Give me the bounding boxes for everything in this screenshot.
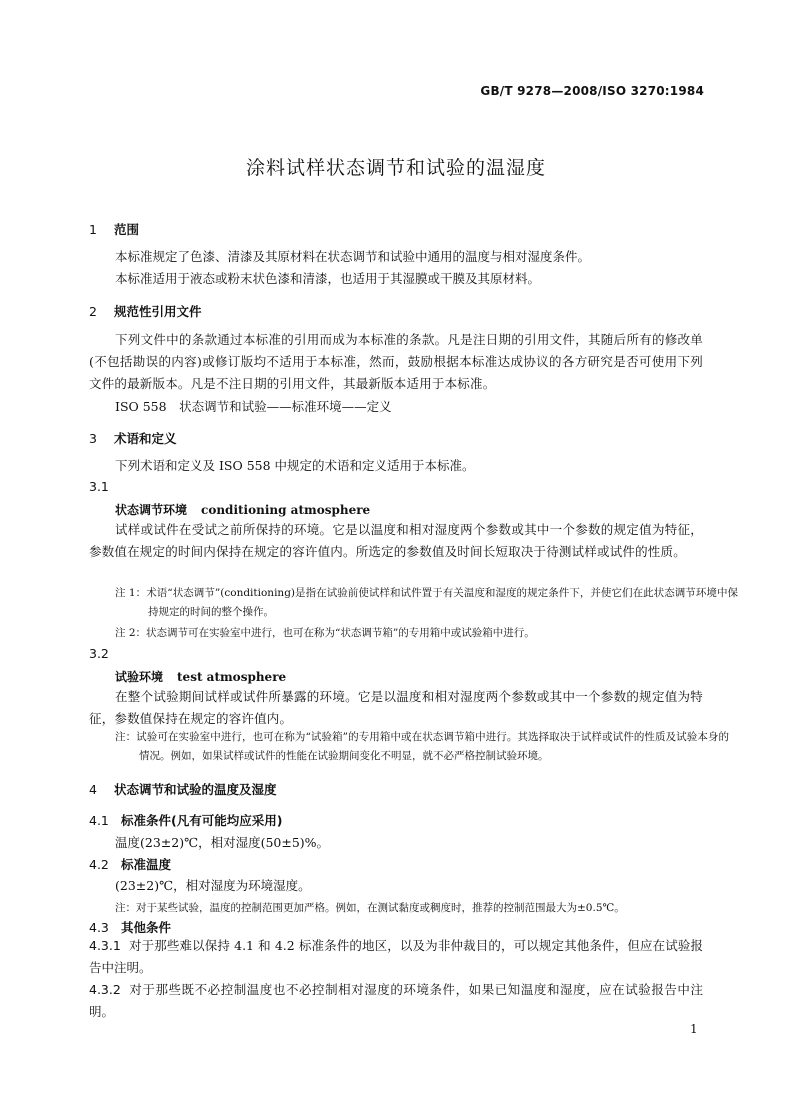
section-number: 3 xyxy=(89,431,97,446)
document-title: 涂料试样状态调节和试验的温湿度 xyxy=(245,157,546,179)
clause-text: 对于那些难以保持 4.1 和 4.2 标准条件的地区，以及为非仲裁目的，可以规定其他条件，但应在试验报告中注明。 xyxy=(89,938,703,975)
section-4-heading xyxy=(89,780,277,798)
normative-references-paragraph: 下列文件中的条款通过本标准的引用而成为本标准的条款。凡是注日期的引用文件，其随后所有的修改单(不包括勘误的内容)或修订版均不适用于本标准，然而，鼓励根据本标准达成协议的各方研究是否可使用下列文件的最新版本。凡是不注日期的引用文件，其最新版本适用于本标准。 xyxy=(89,332,703,391)
scope-paragraph-1: 本标准规定了色漆、清漆及其原材料在状态调节和试验中通用的温度与相对湿度条件。 xyxy=(115,249,591,264)
clause-number: 4.3.2 xyxy=(89,982,121,997)
subsection-number: 4.3 xyxy=(89,920,109,935)
clause-number: 4.3.1 xyxy=(89,938,121,953)
term-3-2-heading xyxy=(115,668,286,685)
term-3-1-number: 3.1 xyxy=(89,479,109,494)
section-title: 状态调节和试验的温度及湿度 xyxy=(114,782,277,797)
term-3-1-heading xyxy=(115,501,370,518)
subsection-title: 标准温度 xyxy=(121,857,172,872)
subsection-title: 其他条件 xyxy=(121,920,172,935)
term-3-2-definition: 在整个试验期间试样或试件所暴露的环境。它是以温度和相对湿度两个参数或其中一个参数的规定值为特征，参数值保持在规定的容许值内。 xyxy=(89,689,703,726)
section-number: 1 xyxy=(89,222,97,237)
term-chinese: 试验环境 xyxy=(115,670,164,684)
clause-4-3-2 xyxy=(89,979,703,1023)
standard-conditions-text: 温度(23±2)℃，相对湿度(50±5)%。 xyxy=(115,835,330,850)
subsection-number: 4.2 xyxy=(89,857,109,872)
term-3-1-definition: 试样或试件在受试之前所保持的环境。它是以温度和相对湿度两个参数或其中一个参数的规定值为特征，参数值在规定的时间内保持在规定的容许值内。所选定的参数值及时间长短取决于待测试样或试件的性质。 xyxy=(89,522,703,559)
section-1-heading xyxy=(89,220,139,238)
terms-intro: 下列术语和定义及 ISO 558 中规定的术语和定义适用于本标准。 xyxy=(115,458,475,473)
subsection-number: 4.1 xyxy=(89,813,109,828)
subsection-4-3-heading xyxy=(89,918,171,936)
subsection-4-1-heading xyxy=(89,811,282,829)
subsection-title: 标准条件(凡有可能均应采用) xyxy=(121,813,283,828)
standard-temperature-text: (23±2)℃，相对湿度为环境湿度。 xyxy=(115,878,311,893)
section-3-heading xyxy=(89,429,177,447)
standard-number: GB/T 9278—2008/ISO 3270:1984 xyxy=(480,84,704,98)
term-3-2-note: 注：试验可在实验室中进行，也可在称为“试验箱”的专用箱中或在状态调节箱中进行。其选择取决于试样或试件的性质及试验本身的情况。例如，如果试样或试件的性能在试验期间变化不明显，就不必严格控制试验环境。 xyxy=(115,731,729,762)
clause-text: 对于那些既不必控制温度也不必控制相对湿度的环境条件，如果已知温度和湿度，应在试验报告中注明。 xyxy=(89,982,703,1019)
section-number: 4 xyxy=(89,782,97,797)
section-title: 规范性引用文件 xyxy=(114,304,202,319)
subsection-4-2-heading xyxy=(89,855,171,873)
term-chinese: 状态调节环境 xyxy=(115,503,188,517)
section-title: 范围 xyxy=(114,222,140,237)
term-3-1-note-2: 注 2：状态调节可在实验室中进行，也可在称为“状态调节箱”的专用箱中或试验箱中进行。 xyxy=(115,627,535,639)
standard-temperature-note: 注：对于某些试验，温度的控制范围更加严格。例如，在测试黏度或稠度时，推荐的控制范围最大为±0.5℃。 xyxy=(115,902,625,914)
term-english: test atmosphere xyxy=(177,670,287,684)
term-3-2-number: 3.2 xyxy=(89,646,109,661)
reference-iso-558: ISO 558 状态调节和试验——标准环境——定义 xyxy=(115,399,392,414)
section-number: 2 xyxy=(89,304,97,319)
page-number: 1 xyxy=(690,1022,698,1036)
clause-4-3-1 xyxy=(89,935,703,979)
term-3-1-note-1: 注 1：术语“状态调节”(conditioning)是指在试验前使试样和试件置于有关温度和湿度的规定条件下，并使它们在此状态调节环境中保持规定的时间的整个操作。 xyxy=(115,587,738,618)
scope-paragraph-2: 本标准适用于液态或粉末状色漆和清漆，也适用于其湿膜或干膜及其原材料。 xyxy=(115,271,541,286)
section-2-heading xyxy=(89,302,202,320)
term-english: conditioning atmosphere xyxy=(201,503,371,517)
section-title: 术语和定义 xyxy=(114,431,177,446)
